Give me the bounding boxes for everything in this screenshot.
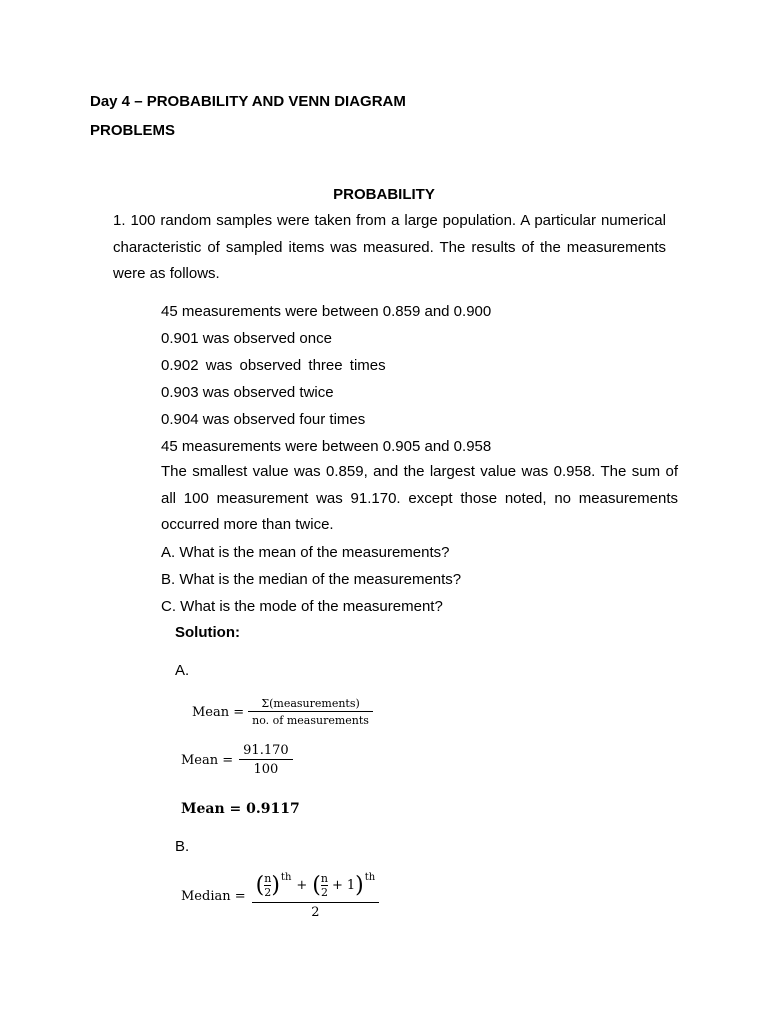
observation-line: 0.903 was observed twice bbox=[161, 384, 334, 401]
median-formula-lhs: Median = bbox=[181, 888, 246, 904]
observation-line: 0.901 was observed once bbox=[161, 330, 332, 347]
question-b: B. What is the median of the measurements? bbox=[161, 571, 462, 588]
solution-label: Solution: bbox=[175, 624, 240, 641]
two-symbol: 2 bbox=[264, 886, 272, 899]
median-formula-denominator: 2 bbox=[311, 905, 320, 920]
mean-result: Mean = 0.9117 bbox=[181, 801, 300, 817]
mean-calc-fraction bbox=[239, 743, 293, 777]
observation-line: 0.904 was observed four times bbox=[161, 411, 366, 428]
one-symbol: 1 bbox=[346, 878, 356, 893]
mean-formula-numerator: Σ(measurements) bbox=[261, 697, 360, 710]
part-b-label: B. bbox=[175, 838, 190, 855]
plus-sign: + bbox=[331, 878, 343, 893]
n-over-2 bbox=[321, 872, 328, 899]
page-subtitle: PROBLEMS bbox=[90, 122, 176, 139]
observation-line: 45 measurements were between 0.905 and 0.958 bbox=[161, 438, 492, 455]
paren-close: ) bbox=[355, 872, 364, 898]
page-title: Day 4 – PROBABILITY AND VENN DIAGRAM bbox=[90, 93, 406, 110]
n-symbol: n bbox=[320, 872, 328, 885]
mean-formula-lhs: Mean = bbox=[192, 704, 245, 720]
superscript-th: th bbox=[364, 872, 376, 883]
summary-paragraph: The smallest value was 0.859, and the largest value was 0.958. The sum of all 100 measurement was 91.170. except those noted, no measurements occurred more than twice. bbox=[161, 463, 678, 533]
median-formula bbox=[181, 872, 379, 920]
question-c: C. What is the mode of the measurement? bbox=[161, 598, 443, 615]
question-a: A. What is the mean of the measurements? bbox=[161, 544, 450, 561]
paren-open: ( bbox=[255, 872, 265, 898]
paren-open: ( bbox=[312, 872, 321, 898]
section-heading: PROBABILITY bbox=[333, 186, 435, 203]
mean-formula-fraction bbox=[248, 697, 373, 727]
paren-close: ) bbox=[271, 872, 280, 898]
n-over-2 bbox=[264, 872, 271, 899]
observation-line: 45 measurements were between 0.859 and 0.900 bbox=[161, 303, 492, 320]
plus-sign: + bbox=[296, 878, 308, 893]
mean-formula-denominator: no. of measurements bbox=[252, 714, 369, 727]
mean-calc-numerator: 91.170 bbox=[243, 743, 289, 758]
median-formula-numerator bbox=[252, 872, 380, 902]
mean-calc-lhs: Mean = bbox=[181, 752, 234, 768]
mean-formula bbox=[192, 697, 373, 727]
median-formula-fraction bbox=[252, 872, 380, 920]
superscript-th: th bbox=[280, 872, 292, 883]
part-a-label: A. bbox=[175, 662, 190, 679]
mean-calc-denominator: 100 bbox=[253, 762, 279, 777]
two-symbol: 2 bbox=[320, 886, 328, 899]
mean-calculation bbox=[181, 743, 293, 777]
n-symbol: n bbox=[264, 872, 272, 885]
problem-intro: 1. 100 random samples were taken from a large population. A particular numerical characteristic of sampled items was measured. The results of the measurements were as follows. bbox=[113, 212, 666, 282]
observation-line: 0.902 was observed three times bbox=[161, 357, 386, 374]
